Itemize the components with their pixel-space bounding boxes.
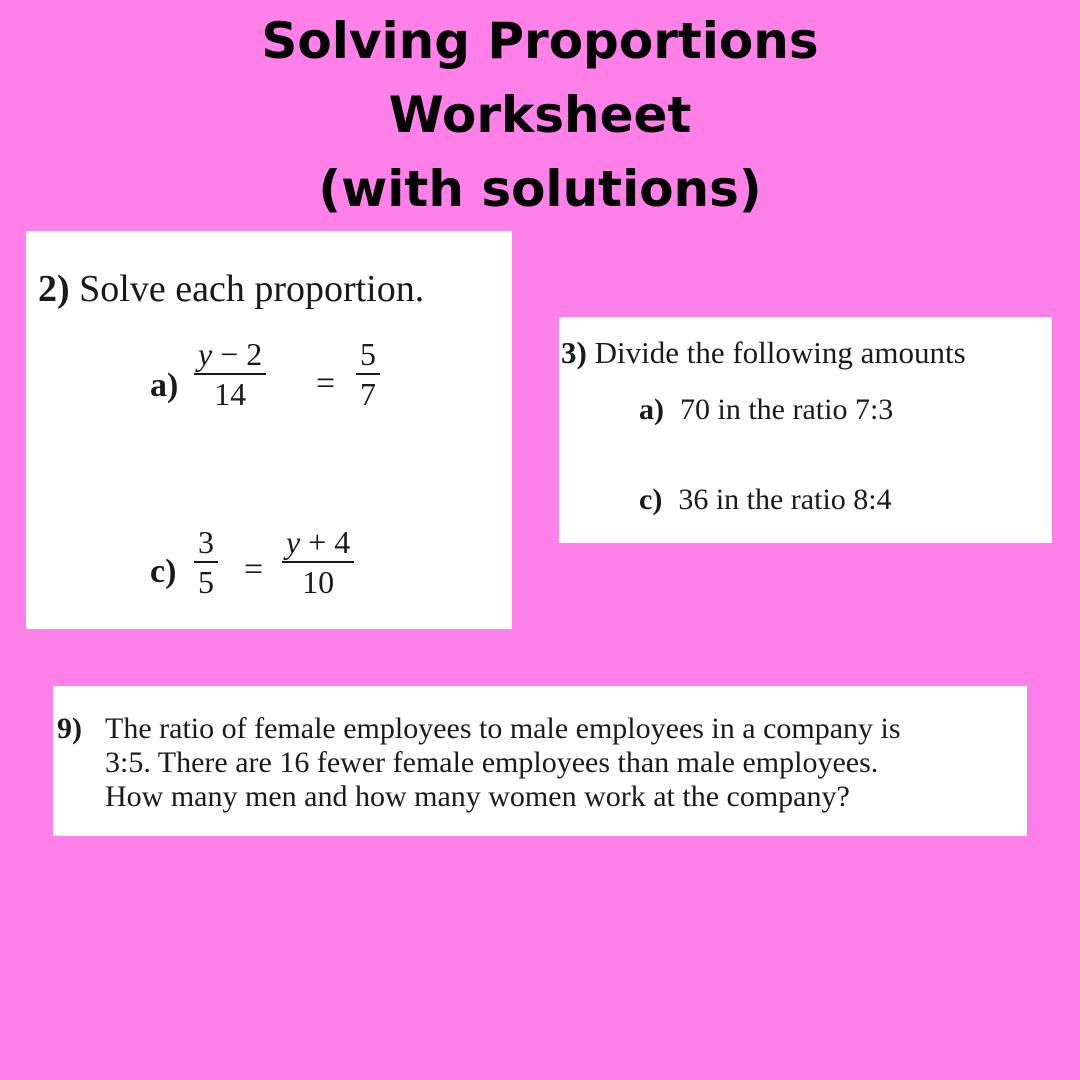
question-9-text [105,712,1021,814]
question-3-item-c [639,483,892,517]
item-label: a) [639,393,664,426]
question-2-heading [38,267,424,311]
part-a-right-fraction [356,335,380,413]
item-label: c) [639,483,663,516]
title-line-1: Solving Proportions [261,12,819,70]
question-3-number: 3) [561,335,587,370]
part-a-equals: = [316,365,336,402]
part-a-left-numerator: y − 2 [198,336,263,372]
part-c-left-numerator: 3 [198,524,214,560]
question-3-item-a [639,393,893,427]
part-a-right-denominator: 7 [360,376,376,412]
item-text: 70 in the ratio 7:3 [680,393,894,426]
worksheet-title [0,4,1080,226]
part-a-left-denominator: 14 [214,376,247,412]
part-c-equals: = [244,551,264,588]
part-c-left-fraction [194,523,218,601]
part-a-label: a) [150,367,179,404]
question-9-line-1: The ratio of female employees to male employees in a company is [105,712,901,745]
part-a-right-numerator: 5 [360,336,376,372]
part-c-label: c) [150,553,177,590]
part-c-right-fraction [282,523,354,601]
question-9-card [53,686,1027,836]
question-3-text: Divide the following amounts [594,335,966,370]
part-c-right-denominator: 10 [302,564,335,600]
question-3-card [559,317,1052,543]
question-2-card [26,231,512,629]
part-c-right-numerator: y + 4 [286,524,351,560]
title-line-2: Worksheet [388,86,692,144]
question-3-heading [561,335,966,371]
question-9-number: 9) [57,712,82,745]
part-c-left-denominator: 5 [198,564,214,600]
title-line-3: (with solutions) [318,160,762,218]
question-2-text: Solve each proportion. [79,268,425,310]
question-9-line-2: 3:5. There are 16 fewer female employees than male employees. [105,746,879,779]
part-a-left-fraction [194,335,266,413]
question-2-number: 2) [38,268,70,310]
question-9-line-3: How many men and how many women work at the company? [105,780,850,813]
item-text: 36 in the ratio 8:4 [678,483,892,516]
